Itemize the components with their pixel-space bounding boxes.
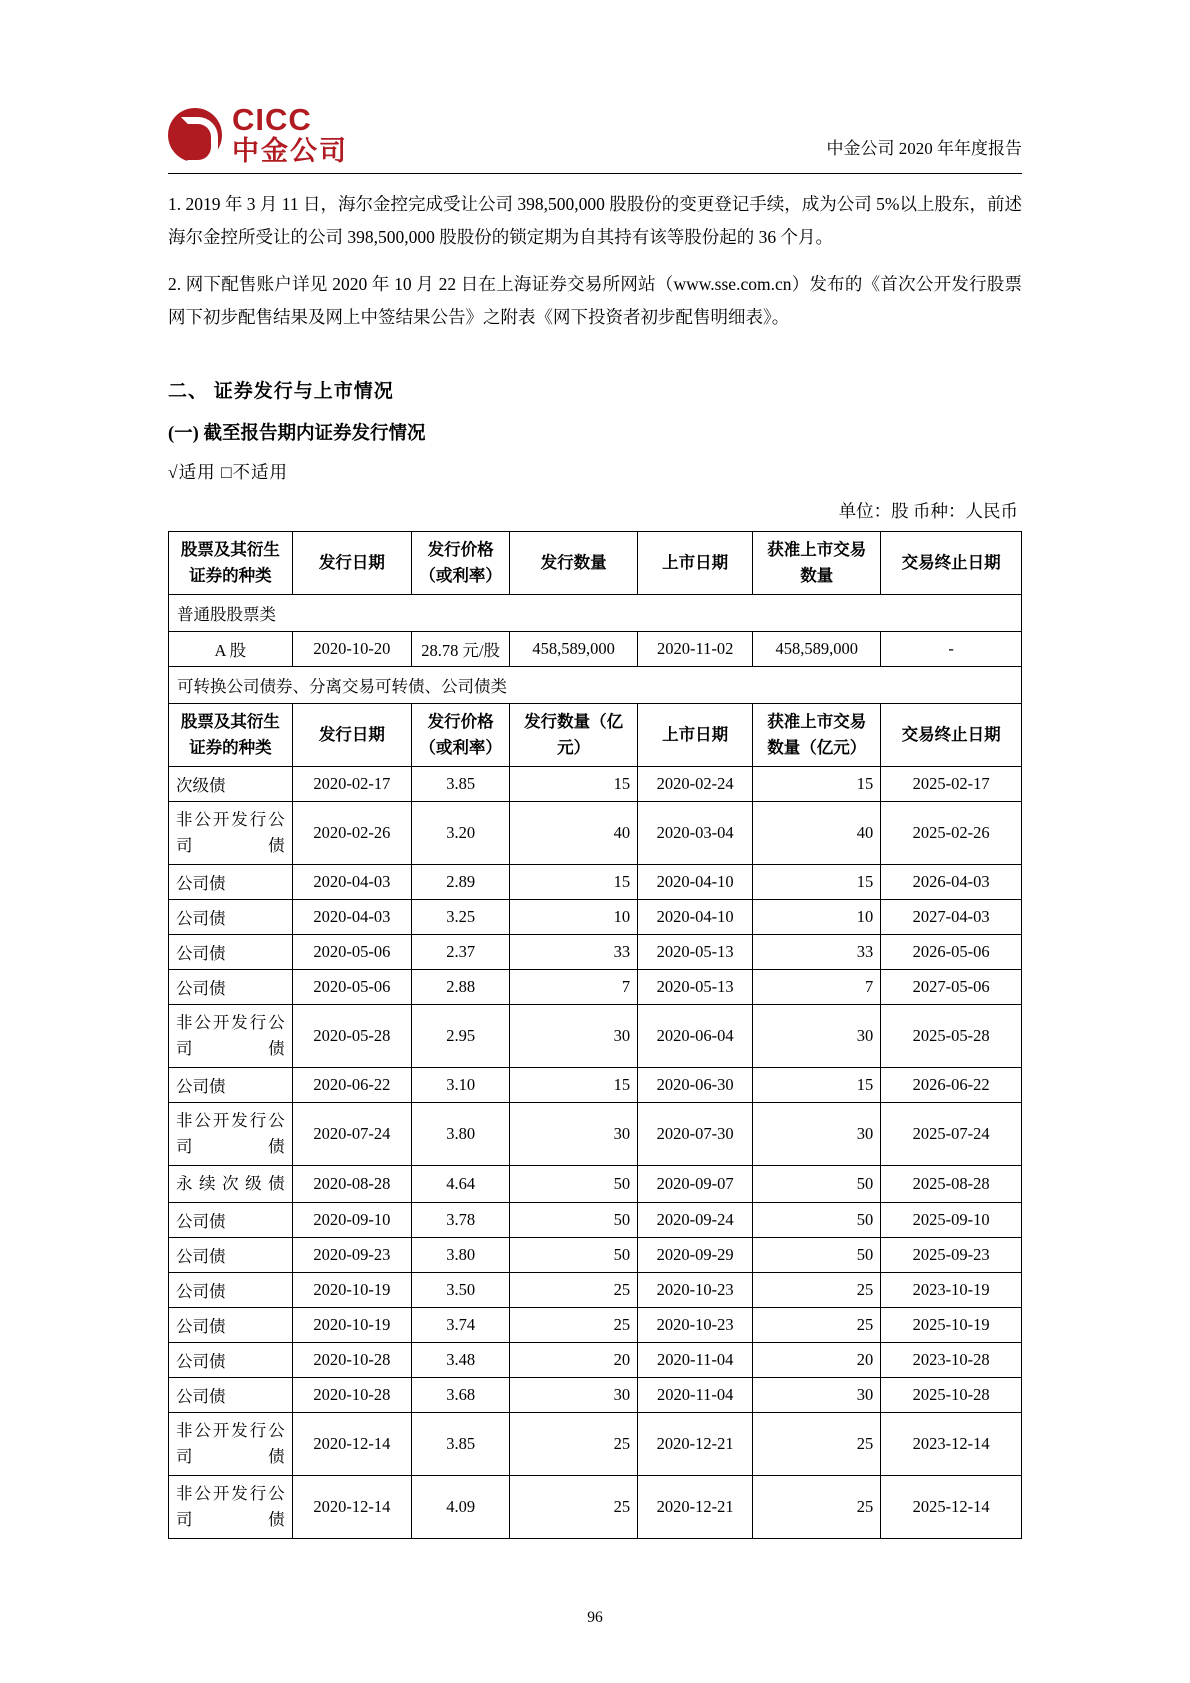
table-row [169, 1413, 1022, 1476]
cell-type: 永续次级债 [169, 1166, 293, 1203]
cell-type: 非公开发行公司债 [169, 1103, 293, 1166]
cell-listed-qty: 25 [753, 1273, 881, 1308]
cell-rate: 3.50 [412, 1273, 510, 1308]
cell-termination-date: 2025-05-28 [881, 1005, 1022, 1068]
col-listing-date: 上市日期 [638, 532, 753, 595]
cell-listing-date: 2020-04-10 [638, 865, 753, 900]
table-row [169, 1238, 1022, 1273]
col-type: 股票及其衍生证券的种类 [169, 704, 293, 767]
cell-issue-date: 2020-12-14 [292, 1476, 411, 1539]
cell-issue-date: 2020-05-28 [292, 1005, 411, 1068]
cicc-logo [168, 104, 348, 165]
table-row [169, 1166, 1022, 1203]
table-row [169, 1103, 1022, 1166]
cell-issue-date: 2020-04-03 [292, 900, 411, 935]
cell-listing-date: 2020-04-10 [638, 900, 753, 935]
cell-rate: 2.88 [412, 970, 510, 1005]
logo-mark-icon [168, 108, 222, 162]
section-subtitle: (一) 截至报告期内证券发行情况 [168, 424, 426, 444]
cell-rate: 3.74 [412, 1308, 510, 1343]
cell-termination-date: 2025-09-23 [881, 1238, 1022, 1273]
cell-issue-date: 2020-04-03 [292, 865, 411, 900]
cell-rate: 3.25 [412, 900, 510, 935]
cell-termination-date: 2027-04-03 [881, 900, 1022, 935]
col-type: 股票及其衍生证券的种类 [169, 532, 293, 595]
cell-type: 公司债 [169, 1273, 293, 1308]
table-row [169, 767, 1022, 802]
cell-listed-qty: 15 [753, 1068, 881, 1103]
table-row [169, 1343, 1022, 1378]
cell-rate: 2.89 [412, 865, 510, 900]
cell-termination-date: 2026-06-22 [881, 1068, 1022, 1103]
cell-issue-date: 2020-05-06 [292, 935, 411, 970]
cell-termination-date: 2027-05-06 [881, 970, 1022, 1005]
table-row [169, 802, 1022, 865]
cell-rate: 4.64 [412, 1166, 510, 1203]
cell-listed-qty: 458,589,000 [753, 632, 881, 667]
cell-listing-date: 2020-10-23 [638, 1273, 753, 1308]
cell-rate: 3.80 [412, 1103, 510, 1166]
cell-listed-qty: 30 [753, 1378, 881, 1413]
section-title: 二、 证券发行与上市情况 [168, 381, 394, 402]
cell-termination-date: 2023-10-19 [881, 1273, 1022, 1308]
cell-type: 次级债 [169, 767, 293, 802]
cell-listed-qty: 15 [753, 767, 881, 802]
cell-termination-date: 2025-09-10 [881, 1203, 1022, 1238]
table-row [169, 865, 1022, 900]
col-listing-date: 上市日期 [638, 704, 753, 767]
cell-issue-amount: 20 [510, 1343, 638, 1378]
cell-listed-qty: 7 [753, 970, 881, 1005]
logo-en-text: CICC [232, 102, 312, 138]
unit-note: 单位：股 币种：人民币 [838, 501, 1018, 521]
group-label-common-shares: 普通股股票类 [169, 595, 1022, 632]
cell-listing-date: 2020-06-04 [638, 1005, 753, 1068]
cell-listing-date: 2020-09-24 [638, 1203, 753, 1238]
logo-text [232, 104, 348, 165]
cell-type: 非公开发行公司债 [169, 1005, 293, 1068]
cell-listed-qty: 30 [753, 1005, 881, 1068]
col-issue-date: 发行日期 [292, 704, 411, 767]
cell-issue-price: 28.78 元/股 [412, 632, 510, 667]
cell-issue-date: 2020-07-24 [292, 1103, 411, 1166]
cell-issue-amount: 10 [510, 900, 638, 935]
bond-rows-body [169, 767, 1022, 1539]
cell-listing-date: 2020-09-29 [638, 1238, 753, 1273]
cell-termination-date: 2025-02-26 [881, 802, 1022, 865]
cell-type: 公司债 [169, 1378, 293, 1413]
col-issue-date: 发行日期 [292, 532, 411, 595]
cell-issue-amount: 25 [510, 1308, 638, 1343]
cell-issue-date: 2020-10-28 [292, 1378, 411, 1413]
page-header [168, 0, 1022, 165]
cell-type: 公司债 [169, 900, 293, 935]
cell-issue-amount: 30 [510, 1005, 638, 1068]
col-issue-price: 发行价格（或利率） [412, 704, 510, 767]
cell-termination-date: 2025-08-28 [881, 1166, 1022, 1203]
cell-issue-amount: 25 [510, 1273, 638, 1308]
table-row [169, 1378, 1022, 1413]
col-issue-amount: 发行数量 [510, 532, 638, 595]
cell-issue-amount: 25 [510, 1476, 638, 1539]
table-header-row [169, 532, 1022, 595]
securities-issuance-table [168, 531, 1022, 1539]
header-rule [168, 173, 1022, 174]
cell-termination-date: - [881, 632, 1022, 667]
cell-rate: 3.10 [412, 1068, 510, 1103]
cell-issue-date: 2020-09-23 [292, 1238, 411, 1273]
cell-termination-date: 2023-12-14 [881, 1413, 1022, 1476]
cell-type: 公司债 [169, 1068, 293, 1103]
cell-rate: 3.80 [412, 1238, 510, 1273]
col-termination-date: 交易终止日期 [881, 532, 1022, 595]
cell-issue-amount: 7 [510, 970, 638, 1005]
cell-termination-date: 2023-10-28 [881, 1343, 1022, 1378]
header-title: 中金公司 2020 年年度报告 [826, 139, 1022, 158]
cell-type: 非公开发行公司债 [169, 802, 293, 865]
cell-listed-qty: 33 [753, 935, 881, 970]
cell-rate: 3.85 [412, 767, 510, 802]
cell-listing-date: 2020-11-04 [638, 1343, 753, 1378]
cell-type: 公司债 [169, 865, 293, 900]
cell-listed-qty: 50 [753, 1166, 881, 1203]
cell-listing-date: 2020-10-23 [638, 1308, 753, 1343]
cell-rate: 4.09 [412, 1476, 510, 1539]
cell-type: 非公开发行公司债 [169, 1413, 293, 1476]
cell-type: A 股 [169, 632, 293, 667]
col-issue-price: 发行价格（或利率） [412, 532, 510, 595]
table-row [169, 1068, 1022, 1103]
cell-rate: 3.48 [412, 1343, 510, 1378]
applicability-marker: √适用 □不适用 [168, 462, 289, 482]
cell-issue-amount: 15 [510, 865, 638, 900]
cell-listed-qty: 50 [753, 1203, 881, 1238]
cell-listing-date: 2020-07-30 [638, 1103, 753, 1166]
page-number: 96 [587, 1609, 603, 1626]
table-row [169, 1273, 1022, 1308]
cell-listed-qty: 10 [753, 900, 881, 935]
cell-issue-date: 2020-02-17 [292, 767, 411, 802]
table-row [169, 1203, 1022, 1238]
cell-listing-date: 2020-06-30 [638, 1068, 753, 1103]
cell-type: 公司债 [169, 1203, 293, 1238]
cell-type: 公司债 [169, 970, 293, 1005]
cell-issue-amount: 15 [510, 1068, 638, 1103]
cell-issue-amount: 30 [510, 1378, 638, 1413]
group-label-bonds: 可转换公司债券、分离交易可转债、公司债类 [169, 667, 1022, 704]
cell-listed-qty: 25 [753, 1476, 881, 1539]
cell-issue-date: 2020-02-26 [292, 802, 411, 865]
col-listed-qty: 获准上市交易数量 [753, 532, 881, 595]
cell-issue-date: 2020-10-28 [292, 1343, 411, 1378]
cell-issue-date: 2020-12-14 [292, 1413, 411, 1476]
cell-type: 非公开发行公司债 [169, 1476, 293, 1539]
cell-issue-amount: 50 [510, 1166, 638, 1203]
cell-rate: 3.68 [412, 1378, 510, 1413]
cell-issue-date: 2020-10-19 [292, 1308, 411, 1343]
cell-issue-amount: 25 [510, 1413, 638, 1476]
cell-type: 公司债 [169, 935, 293, 970]
cell-issue-amount: 458,589,000 [510, 632, 638, 667]
cell-rate: 3.78 [412, 1203, 510, 1238]
cell-listed-qty: 40 [753, 802, 881, 865]
cell-listing-date: 2020-12-21 [638, 1413, 753, 1476]
table-group-row [169, 595, 1022, 632]
cell-issue-date: 2020-06-22 [292, 1068, 411, 1103]
cell-listing-date: 2020-05-13 [638, 935, 753, 970]
cell-listing-date: 2020-11-04 [638, 1378, 753, 1413]
cell-termination-date: 2025-10-19 [881, 1308, 1022, 1343]
table-row [169, 1476, 1022, 1539]
cell-listed-qty: 50 [753, 1238, 881, 1273]
note-1: 1. 2019 年 3 月 11 日，海尔金控完成受让公司 398,500,000 股股份的变更登记手续，成为公司 5%以上股东，前述海尔金控所受让的公司 398,500,000 股股份的锁定期为自其持有该等股份起的 36 个月。 [168, 194, 1022, 247]
cell-rate: 3.20 [412, 802, 510, 865]
cell-listing-date: 2020-09-07 [638, 1166, 753, 1203]
cell-listing-date: 2020-11-02 [638, 632, 753, 667]
cell-listed-qty: 25 [753, 1308, 881, 1343]
cell-listed-qty: 15 [753, 865, 881, 900]
cell-issue-amount: 50 [510, 1238, 638, 1273]
cell-termination-date: 2025-02-17 [881, 767, 1022, 802]
cell-listed-qty: 20 [753, 1343, 881, 1378]
cell-issue-date: 2020-10-19 [292, 1273, 411, 1308]
cell-listing-date: 2020-12-21 [638, 1476, 753, 1539]
cell-type: 公司债 [169, 1343, 293, 1378]
cell-rate: 2.37 [412, 935, 510, 970]
cell-type: 公司债 [169, 1308, 293, 1343]
cell-issue-date: 2020-05-06 [292, 970, 411, 1005]
cell-rate: 2.95 [412, 1005, 510, 1068]
table-row [169, 1005, 1022, 1068]
cell-listing-date: 2020-03-04 [638, 802, 753, 865]
table-group-row [169, 667, 1022, 704]
table-row [169, 632, 1022, 667]
cell-listed-qty: 30 [753, 1103, 881, 1166]
col-issue-amount: 发行数量（亿元） [510, 704, 638, 767]
cell-issue-amount: 33 [510, 935, 638, 970]
cell-issue-date: 2020-08-28 [292, 1166, 411, 1203]
cell-termination-date: 2025-07-24 [881, 1103, 1022, 1166]
cell-termination-date: 2026-05-06 [881, 935, 1022, 970]
table-header-row-bonds [169, 704, 1022, 767]
cell-issue-date: 2020-10-20 [292, 632, 411, 667]
col-termination-date: 交易终止日期 [881, 704, 1022, 767]
cell-listing-date: 2020-05-13 [638, 970, 753, 1005]
cell-listing-date: 2020-02-24 [638, 767, 753, 802]
table-row [169, 1308, 1022, 1343]
cell-termination-date: 2026-04-03 [881, 865, 1022, 900]
table-row [169, 900, 1022, 935]
cell-issue-amount: 30 [510, 1103, 638, 1166]
table-row [169, 935, 1022, 970]
col-listed-qty: 获准上市交易数量（亿元） [753, 704, 881, 767]
cell-type: 公司债 [169, 1238, 293, 1273]
cell-issue-date: 2020-09-10 [292, 1203, 411, 1238]
note-2: 2. 网下配售账户详见 2020 年 10 月 22 日在上海证券交易所网站（www.sse.com.cn）发布的《首次公开发行股票网下初步配售结果及网上中签结果公告》之附表《网下投资者初步配售明细表》。 [168, 274, 1022, 327]
cell-listed-qty: 25 [753, 1413, 881, 1476]
cell-termination-date: 2025-12-14 [881, 1476, 1022, 1539]
cell-issue-amount: 50 [510, 1203, 638, 1238]
cell-termination-date: 2025-10-28 [881, 1378, 1022, 1413]
cell-issue-amount: 15 [510, 767, 638, 802]
cell-issue-amount: 40 [510, 802, 638, 865]
logo-cn-text: 中金公司 [232, 135, 348, 166]
cell-rate: 3.85 [412, 1413, 510, 1476]
table-row [169, 970, 1022, 1005]
